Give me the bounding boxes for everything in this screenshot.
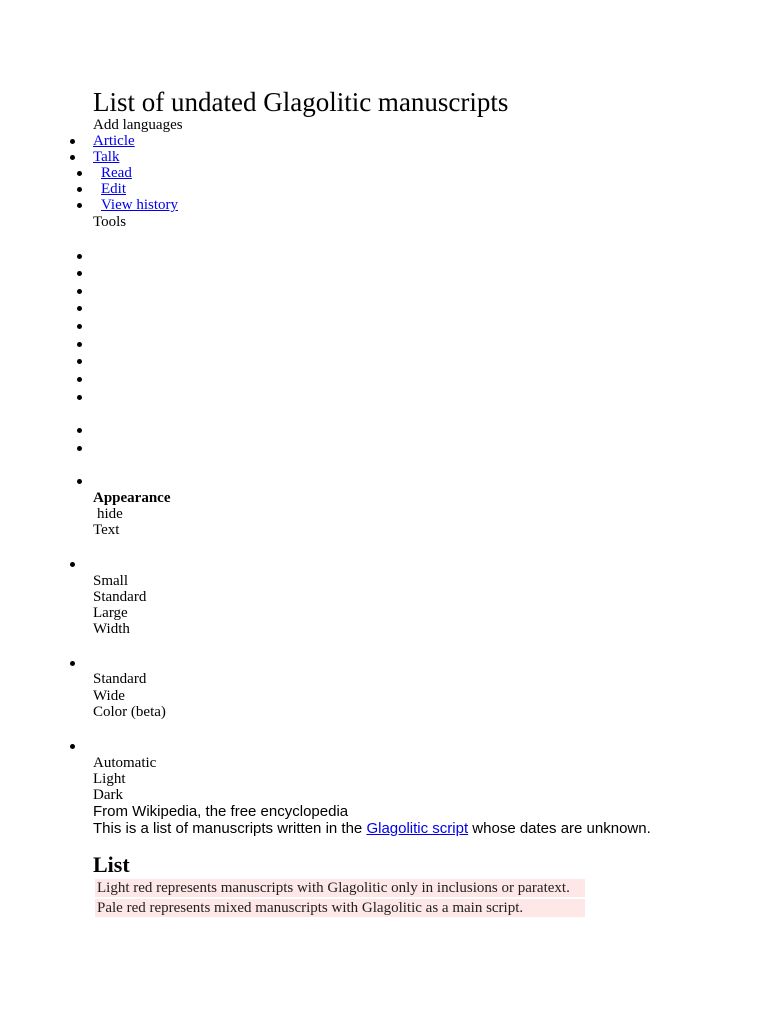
list-bullet <box>77 254 82 259</box>
list-bullet <box>77 324 82 329</box>
list-bullet <box>77 446 82 451</box>
list-bullet <box>77 271 82 276</box>
section-heading-list: List <box>93 852 130 877</box>
site-tagline: From Wikipedia, the free encyclopedia <box>93 803 349 820</box>
text-size-small-option[interactable]: Small <box>93 573 129 589</box>
list-bullet <box>77 359 82 364</box>
intro-text-before: This is a list of manuscripts written in the <box>93 820 367 837</box>
tab-talk[interactable]: Talk <box>93 149 120 165</box>
add-languages-button[interactable]: Add languages <box>93 117 183 133</box>
list-bullet <box>70 744 75 749</box>
list-bullet <box>70 155 75 160</box>
list-bullet <box>77 377 82 382</box>
appearance-heading: Appearance <box>93 490 171 506</box>
list-bullet <box>77 479 82 484</box>
width-standard-option[interactable]: Standard <box>93 671 147 687</box>
tab-view-history[interactable]: View history <box>101 197 179 213</box>
appearance-hide-button[interactable]: hide <box>97 506 123 522</box>
text-size-label: Text <box>93 522 120 538</box>
tab-article[interactable]: Article <box>93 133 135 149</box>
color-automatic-option[interactable]: Automatic <box>93 755 157 771</box>
color-dark-option[interactable]: Dark <box>93 787 123 803</box>
list-bullet <box>77 428 82 433</box>
tab-edit[interactable]: Edit <box>101 181 126 197</box>
color-label: Color (beta) <box>93 704 166 720</box>
page-title: List of undated Glagolitic manuscripts <box>93 87 509 117</box>
list-bullet <box>77 306 82 311</box>
color-light-option[interactable]: Light <box>93 771 126 787</box>
text-size-standard-option[interactable]: Standard <box>93 589 147 605</box>
legend-pale-red: Pale red represents mixed manuscripts with Glagolitic as a main script. <box>95 899 585 917</box>
intro-paragraph <box>93 820 651 837</box>
glagolitic-script-link[interactable]: Glagolitic script <box>366 820 469 837</box>
list-bullet <box>77 187 82 192</box>
tab-read[interactable]: Read <box>101 165 132 181</box>
text-size-large-option[interactable]: Large <box>93 605 128 621</box>
legend-light-red: Light red represents manuscripts with Glagolitic only in inclusions or paratext. <box>95 879 585 897</box>
list-bullet <box>77 395 82 400</box>
list-bullet <box>77 289 82 294</box>
list-bullet <box>77 171 82 176</box>
list-bullet <box>77 203 82 208</box>
list-bullet <box>70 139 75 144</box>
width-label: Width <box>93 621 130 637</box>
list-bullet <box>77 342 82 347</box>
intro-text-after: whose dates are unknown. <box>468 820 651 837</box>
width-wide-option[interactable]: Wide <box>93 688 125 704</box>
tools-menu-button[interactable]: Tools <box>93 214 127 230</box>
list-bullet <box>70 562 75 567</box>
list-bullet <box>70 661 75 666</box>
